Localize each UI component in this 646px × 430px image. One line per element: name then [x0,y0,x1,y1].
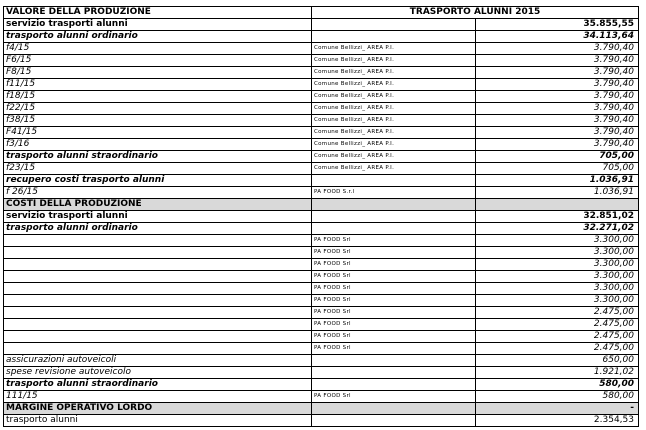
row-label: f38/15 [4,115,312,127]
row-amount: 3.790,40 [475,55,639,67]
row-reference: Comune Bellizzi_ AREA P.I. [312,91,476,103]
row-amount: 2.475,00 [475,307,639,319]
table-row [4,175,639,187]
row-label: f4/15 [4,43,312,55]
row-amount: 2.475,00 [475,319,639,331]
table-row [4,115,639,127]
row-amount: 2.354,53 [475,415,639,427]
row-amount: 34.113,64 [475,31,639,43]
row-amount: 1.036,91 [475,187,639,199]
row-amount: 35.855,55 [475,19,639,31]
row-label: f3/16 [4,139,312,151]
table-row [4,127,639,139]
table-row [4,31,639,43]
row-reference [312,367,476,379]
row-amount: 3.300,00 [475,235,639,247]
table-row [4,343,639,355]
row-reference: Comune Bellizzi_ AREA P.I. [312,55,476,67]
table-row [4,355,639,367]
row-reference: PA FOOD Srl [312,331,476,343]
row-label [4,307,312,319]
row-label: F8/15 [4,67,312,79]
row-label: f23/15 [4,163,312,175]
table-row [4,283,639,295]
row-reference: Comune Bellizzi_ AREA P.I. [312,103,476,115]
section-spacer [312,199,476,211]
row-amount: 3.790,40 [475,91,639,103]
table-row [4,67,639,79]
row-label: recupero costi trasporto alunni [4,175,312,187]
row-amount: 3.790,40 [475,115,639,127]
row-amount: 32.851,02 [475,211,639,223]
row-label [4,259,312,271]
row-amount: 705,00 [475,151,639,163]
row-label [4,247,312,259]
table-row [4,43,639,55]
row-label: f 26/15 [4,187,312,199]
table-row [4,307,639,319]
row-amount: 32.271,02 [475,223,639,235]
row-amount: 3.300,00 [475,247,639,259]
row-reference [312,379,476,391]
table-row [4,91,639,103]
row-label: f18/15 [4,91,312,103]
row-label: servizio trasporti alunni [4,211,312,223]
row-label: f11/15 [4,79,312,91]
row-reference: PA FOOD Srl [312,295,476,307]
section-header-row [4,199,639,211]
table-row [4,415,639,427]
row-amount: 1.036,91 [475,175,639,187]
section-title: COSTI DELLA PRODUZIONE [4,199,312,211]
row-amount: 3.790,40 [475,79,639,91]
row-reference: PA FOOD Srl [312,307,476,319]
row-reference: PA FOOD S.r.l [312,187,476,199]
table-row [4,19,639,31]
row-label: assicurazioni autoveicoli [4,355,312,367]
row-reference: Comune Bellizzi_ AREA P.I. [312,67,476,79]
row-reference: PA FOOD Srl [312,391,476,403]
table-row [4,295,639,307]
row-label: servizio trasporti alunni [4,19,312,31]
row-reference: Comune Bellizzi_ AREA P.I. [312,43,476,55]
title-row [4,7,639,19]
row-reference [312,415,476,427]
row-reference [312,175,476,187]
table-row [4,223,639,235]
row-label [4,295,312,307]
table-row [4,139,639,151]
table-row [4,103,639,115]
row-reference [312,223,476,235]
row-label [4,331,312,343]
row-amount: 705,00 [475,163,639,175]
row-amount: 3.300,00 [475,259,639,271]
table-row [4,163,639,175]
row-amount: 3.790,40 [475,43,639,55]
row-reference: PA FOOD Srl [312,343,476,355]
table-body [4,7,639,427]
row-amount: 580,00 [475,379,639,391]
row-reference: PA FOOD Srl [312,235,476,247]
row-amount: 3.300,00 [475,271,639,283]
row-label [4,283,312,295]
section-amount [475,199,639,211]
row-amount: 3.790,40 [475,103,639,115]
table-row [4,187,639,199]
table-row [4,79,639,91]
row-amount: 3.790,40 [475,139,639,151]
row-amount: 1.921,02 [475,367,639,379]
table-row [4,247,639,259]
row-label: f22/15 [4,103,312,115]
row-label: trasporto alunni [4,415,312,427]
row-reference: Comune Bellizzi_ AREA P.I. [312,151,476,163]
row-amount: 3.790,40 [475,67,639,79]
section-title: MARGINE OPERATIVO LORDO [4,403,312,415]
row-label: 111/15 [4,391,312,403]
section-spacer [312,403,476,415]
row-label: trasporto alunni ordinario [4,223,312,235]
row-label [4,235,312,247]
row-amount: 3.300,00 [475,295,639,307]
row-reference [312,19,476,31]
table-row [4,151,639,163]
row-amount: 650,00 [475,355,639,367]
table-row [4,211,639,223]
table-row [4,331,639,343]
row-amount: 3.790,40 [475,127,639,139]
row-label: trasporto alunni ordinario [4,31,312,43]
row-reference: PA FOOD Srl [312,319,476,331]
row-reference: PA FOOD Srl [312,259,476,271]
section-amount: - [475,403,639,415]
row-reference [312,355,476,367]
row-reference: Comune Bellizzi_ AREA P.I. [312,115,476,127]
table-row [4,271,639,283]
row-reference [312,211,476,223]
row-label: F41/15 [4,127,312,139]
row-reference: PA FOOD Srl [312,283,476,295]
row-amount: 2.475,00 [475,331,639,343]
row-label: F6/15 [4,55,312,67]
table-row [4,235,639,247]
row-reference: PA FOOD Srl [312,271,476,283]
table-row [4,367,639,379]
budget-table [3,6,639,427]
row-label [4,271,312,283]
row-label [4,343,312,355]
row-label [4,319,312,331]
row-reference: PA FOOD Srl [312,247,476,259]
row-amount: 2.475,00 [475,343,639,355]
row-amount: 580,00 [475,391,639,403]
row-reference: Comune Bellizzi_ AREA P.I. [312,139,476,151]
table-row [4,55,639,67]
table-row [4,259,639,271]
row-label: trasporto alunni straordinario [4,151,312,163]
production-value-header: VALORE DELLA PRODUZIONE [4,7,312,19]
document-title: TRASPORTO ALUNNI 2015 [312,7,639,19]
row-reference: Comune Bellizzi_ AREA P.I. [312,79,476,91]
row-reference: Comune Bellizzi_ AREA P.I. [312,163,476,175]
table-row [4,391,639,403]
row-label: trasporto alunni straordinario [4,379,312,391]
row-label: spese revisione autoveicolo [4,367,312,379]
table-row [4,319,639,331]
row-reference: Comune Bellizzi_ AREA P.I. [312,127,476,139]
table-row [4,379,639,391]
row-reference [312,31,476,43]
row-amount: 3.300,00 [475,283,639,295]
section-header-row [4,403,639,415]
